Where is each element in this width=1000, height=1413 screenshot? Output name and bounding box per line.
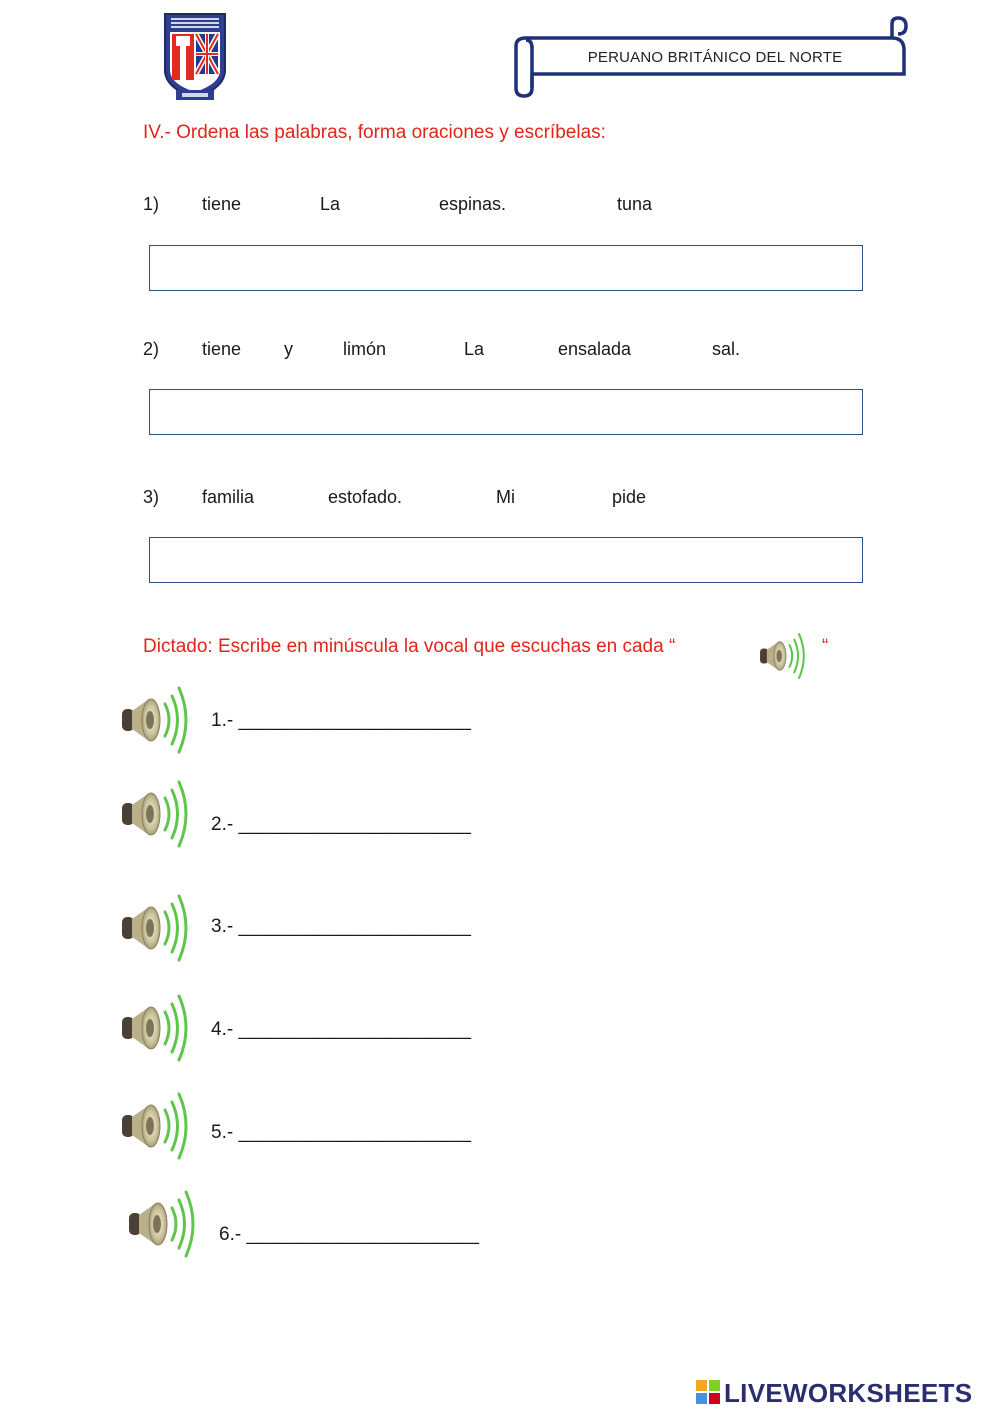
item-3-number: 3) bbox=[143, 487, 160, 507]
play-audio-5-speaker-icon[interactable] bbox=[119, 1088, 195, 1164]
dictation-answer-3[interactable]: 3.- ______________________ bbox=[211, 916, 471, 937]
footer-brand: LIVEWORKSHEETS bbox=[724, 1378, 973, 1408]
item-1-word: espinas. bbox=[439, 194, 507, 214]
item-2-word: limón bbox=[343, 339, 387, 359]
item-2-word: y bbox=[284, 339, 293, 359]
item-1-word: tuna bbox=[617, 194, 653, 214]
item-1-number: 1) bbox=[143, 194, 160, 214]
dictation-answer-5[interactable]: 5.- ______________________ bbox=[211, 1122, 471, 1143]
item-2-word: La bbox=[464, 339, 485, 359]
liveworksheets-logo-icon bbox=[696, 1380, 720, 1404]
item-2-word: tiene bbox=[202, 339, 242, 359]
dictation-answer-6[interactable]: 6.- ______________________ bbox=[219, 1224, 479, 1245]
section-order-title: IV.- Ordena las palabras, forma oraciones y escríbelas: bbox=[143, 122, 606, 143]
dictation-answer-4[interactable]: 4.- ______________________ bbox=[211, 1019, 471, 1040]
answer-input-3[interactable] bbox=[149, 537, 863, 583]
item-1-word: La bbox=[320, 194, 341, 214]
item-3-word: pide bbox=[612, 487, 647, 507]
section-dictation-title-close: “ bbox=[822, 636, 829, 657]
play-audio-3-speaker-icon[interactable] bbox=[119, 890, 195, 966]
answer-input-1[interactable] bbox=[149, 245, 863, 291]
item-2-word: ensalada bbox=[558, 339, 632, 359]
dictation-answer-2[interactable]: 2.- ______________________ bbox=[211, 814, 471, 835]
play-audio-2-speaker-icon[interactable] bbox=[119, 776, 195, 852]
item-3-word: estofado. bbox=[328, 487, 403, 507]
item-2-word: sal. bbox=[712, 339, 741, 359]
item-3-word: familia bbox=[202, 487, 255, 507]
item-1-word: tiene bbox=[202, 194, 242, 214]
item-2-number: 2) bbox=[143, 339, 160, 359]
school-name: PERUANO BRITÁNICO DEL NORTE bbox=[587, 49, 843, 66]
play-audio-6-speaker-icon[interactable] bbox=[126, 1186, 202, 1262]
play-audio-1-speaker-icon[interactable] bbox=[119, 682, 195, 758]
play-audio-4-speaker-icon[interactable] bbox=[119, 990, 195, 1066]
item-3-word: Mi bbox=[496, 487, 515, 507]
school-crest-icon bbox=[162, 12, 228, 102]
speaker-icon bbox=[758, 630, 810, 682]
dictation-answer-1[interactable]: 1.- ______________________ bbox=[211, 710, 471, 731]
answer-input-2[interactable] bbox=[149, 389, 863, 435]
section-dictation-title: Dictado: Escribe en minúscula la vocal que escuchas en cada “ bbox=[143, 636, 676, 657]
